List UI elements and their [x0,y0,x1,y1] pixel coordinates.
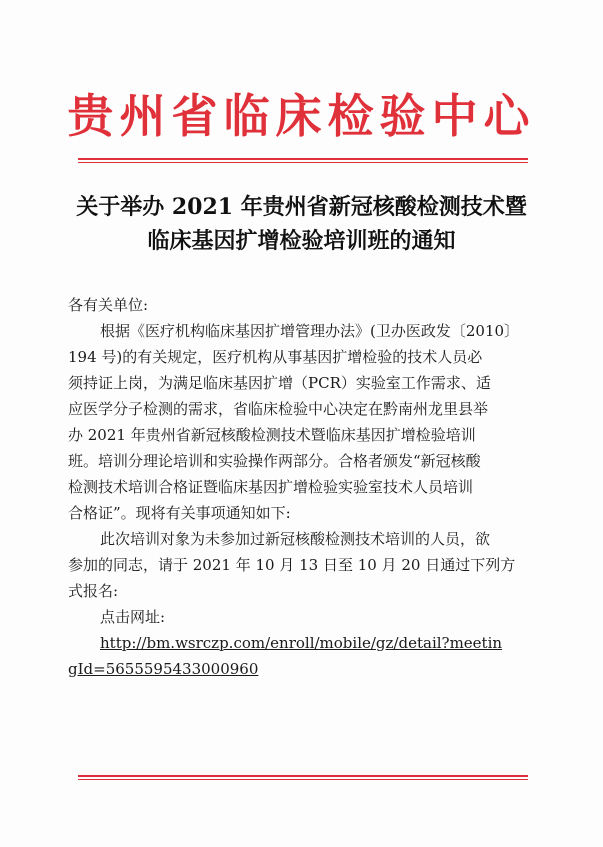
paragraph-2-line: 此次培训对象为未参加过新冠核酸检测技术培训的人员，欲 [100,530,491,548]
paragraph-1-line: 办 2021 年贵州省新冠核酸检测技术暨临床基因扩增检验培训 [68,426,476,444]
notice-title-line-1: 关于举办 2021 年贵州省新冠核酸检测技术暨 [76,194,527,220]
paragraph-2-line: 式报名: [68,582,119,600]
paragraph-1-line: 须持证上岗，为满足临床基因扩增（PCR）实验室工作需求、适 [68,374,491,392]
footer-divider-thin [78,779,528,780]
paragraph-1-line: 检测技术培训合格证暨临床基因扩增检验实验室技术人员培训 [68,478,474,496]
paragraph-1-line: 班。培训分理论培训和实验操作两部分。合格者颁发“新冠核酸 [68,452,481,470]
url-label: 点击网址: [100,608,166,626]
notice-body [68,292,538,682]
paragraph-1-line: 应医学分子检测的需求，省临床检验中心决定在黔南州龙里县举 [68,400,489,418]
paragraph-1-line: 根据《医疗机构临床基因扩增管理办法》(卫办医政发〔2010〕 [100,322,520,340]
header-divider-thin [78,162,528,163]
notice-title-line-2: 临床基因扩增检验培训班的通知 [147,228,456,254]
paragraph-1-line: 合格证”。现将有关事项通知如下: [68,504,291,522]
header-divider [78,158,528,160]
paragraph-1-line: 194 号)的有关规定，医疗机构从事基因扩增检验的技术人员必 [68,348,483,366]
org-header: 贵州省临床检验中心 [67,89,536,143]
registration-link[interactable]: http://bm.wsrczp.com/enroll/mobile/gz/detail?meetin [100,634,503,652]
footer-divider [78,775,528,777]
notice-title [40,190,563,258]
paragraph-2-line: 参加的同志，请于 2021 年 10 月 13 日至 10 月 20 日通过下列方 [68,556,516,574]
registration-link-continued[interactable]: gId=5655595433000960 [68,660,259,678]
salutation: 各有关单位: [68,296,149,314]
